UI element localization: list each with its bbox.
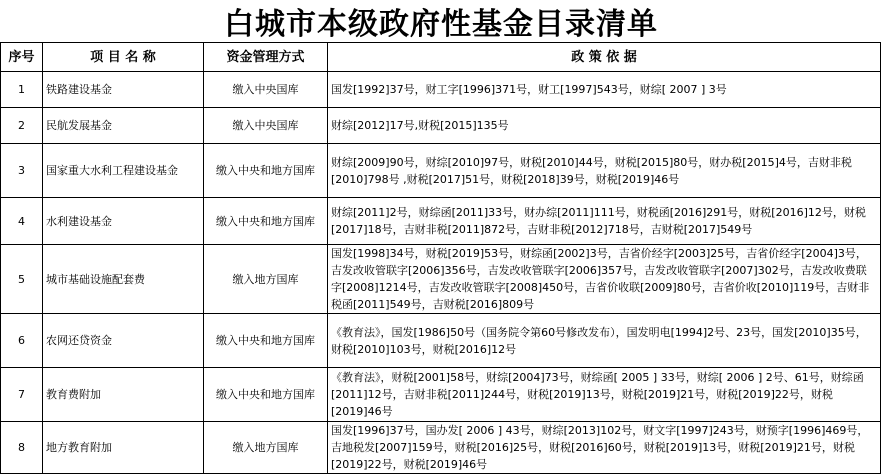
cell-seq[interactable]: 1 — [1, 72, 43, 108]
header-mode: 资金管理方式 — [204, 43, 328, 72]
cell-basis[interactable]: 财综[2012]17号,财税[2015]135号 — [328, 108, 881, 144]
cell-name[interactable]: 农网还贷资金 — [43, 314, 204, 368]
cell-mode[interactable]: 缴入中央国库 — [204, 108, 328, 144]
cell-mode[interactable]: 缴入中央国库 — [204, 72, 328, 108]
cell-seq[interactable]: 5 — [1, 245, 43, 314]
cell-basis[interactable]: 财综[2011]2号，财综函[2011]33号，财办综[2011]111号，财税函[2016]291号，财税[2016]12号，财税[2017]18号，吉财非税[2011]872号，吉财非税[2012]718号，吉财税[2017]549号 — [328, 198, 881, 245]
table-row — [1, 144, 881, 198]
cell-basis[interactable]: 国发[1992]37号，财工字[1996]371号，财工[1997]543号，财综[ 2007 ] 3号 — [328, 72, 881, 108]
cell-mode[interactable]: 缴入中央和地方国库 — [204, 314, 328, 368]
table-header-row — [1, 43, 881, 72]
cell-seq[interactable]: 2 — [1, 108, 43, 144]
cell-name[interactable]: 城市基础设施配套费 — [43, 245, 204, 314]
cell-basis[interactable]: 《教育法》，财税[2001]58号，财综[2004]73号，财综函[ 2005 ] 33号，财综[ 2006 ] 2号、61号，财综函[2011]12号，吉财非税[2011]244号，财税[2019]13号，财税[2019]21号，财税[2019]22号，财税[2019]46号 — [328, 368, 881, 422]
cell-name[interactable]: 水利建设基金 — [43, 198, 204, 245]
table-row — [1, 72, 881, 108]
page-title: 白城市本级政府性基金目录清单 — [224, 7, 658, 42]
title-bar — [0, 0, 882, 42]
cell-mode[interactable]: 缴入中央和地方国库 — [204, 368, 328, 422]
table-row — [1, 422, 881, 474]
cell-name[interactable]: 教育费附加 — [43, 368, 204, 422]
cell-seq[interactable]: 4 — [1, 198, 43, 245]
cell-seq[interactable]: 6 — [1, 314, 43, 368]
header-seq: 序号 — [1, 43, 43, 72]
cell-name[interactable]: 民航发展基金 — [43, 108, 204, 144]
table-row — [1, 314, 881, 368]
header-basis: 政 策 依 据 — [328, 43, 881, 72]
cell-mode[interactable]: 缴入地方国库 — [204, 245, 328, 314]
header-name: 项 目 名 称 — [43, 43, 204, 72]
cell-name[interactable]: 地方教育附加 — [43, 422, 204, 474]
cell-name[interactable]: 国家重大水利工程建设基金 — [43, 144, 204, 198]
cell-seq[interactable]: 3 — [1, 144, 43, 198]
table-row — [1, 245, 881, 314]
cell-basis[interactable]: 国发[1996]37号，国办发[ 2006 ] 43号，财综[2013]102号，财文字[1997]243号，财预字[1996]469号，吉地税发[2007]159号，财税[2016]25号，财税[2016]60号，财税[2019]13号，财税[2019]21号，财税[2019]22号，财税[2019]46号 — [328, 422, 881, 474]
table-row — [1, 198, 881, 245]
fund-catalog-table — [0, 42, 881, 474]
cell-mode[interactable]: 缴入中央和地方国库 — [204, 144, 328, 198]
table-row — [1, 108, 881, 144]
cell-seq[interactable]: 7 — [1, 368, 43, 422]
cell-basis[interactable]: 国发[1998]34号，财税[2019]53号，财综函[2002]3号，吉省价经字[2003]25号，吉省价经字[2004]3号，吉发改收管联字[2006]356号，吉发改收管联字[2006]357号，吉发改收管联字[2007]302号，吉发改收费联字[2008]1214号，吉发改收管联字[2008]450号，吉省价收联[2009]80号，吉省价收[2010]119号，吉财非税函[2011]549号，吉财税[2016]809号 — [328, 245, 881, 314]
cell-mode[interactable]: 缴入地方国库 — [204, 422, 328, 474]
cell-mode[interactable]: 缴入中央和地方国库 — [204, 198, 328, 245]
cell-basis[interactable]: 财综[2009]90号，财综[2010]97号，财税[2010]44号，财税[2015]80号，财办税[2015]4号，吉财非税[2010]798号 ,财税[2017]51号，财税[2018]39号，财税[2019]46号 — [328, 144, 881, 198]
cell-basis[interactable]: 《教育法》，国发[1986]50号（国务院令第60号修改发布），国发明电[1994]2号、23号，国发[2010]35号，财税[2010]103号，财税[2016]12号 — [328, 314, 881, 368]
cell-seq[interactable]: 8 — [1, 422, 43, 474]
table-row — [1, 368, 881, 422]
cell-name[interactable]: 铁路建设基金 — [43, 72, 204, 108]
